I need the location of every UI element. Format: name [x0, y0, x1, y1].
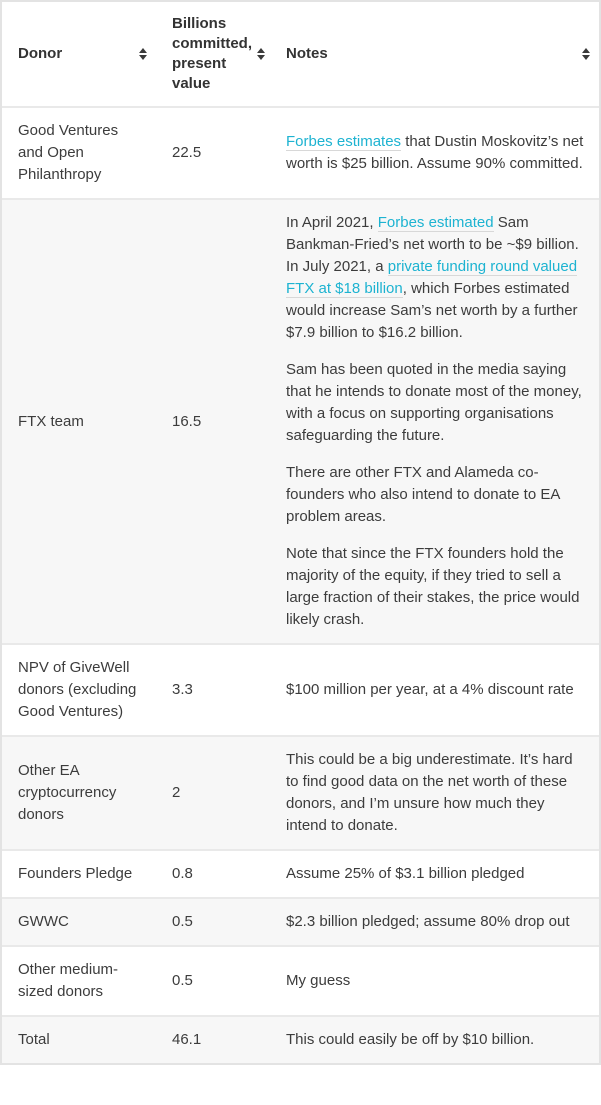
value-cell: 0.5	[172, 972, 193, 989]
donors-table	[2, 2, 599, 1063]
donor-cell: Other EA cryptocurrency donors	[18, 762, 117, 823]
donor-cell: FTX team	[18, 412, 84, 430]
note-text: that Dustin Moskovitz’s net worth is $25 billion. Assume 90% committed.	[286, 133, 584, 172]
column-label-notes: Notes	[286, 45, 328, 62]
note-text: $2.3 billion pledged; assume 80% drop out	[286, 913, 570, 930]
notes-cell	[270, 898, 599, 946]
note-text: Assume 25% of $3.1 billion pledged	[286, 865, 525, 882]
note-text: , which Forbes estimated would increase Sam’s net worth by a further $7.9 billion to $16.2 billion.	[286, 280, 578, 341]
table-row-ftx-team	[2, 199, 599, 644]
note-text: $100 million per year, at a 4% discount rate	[286, 681, 574, 698]
note-text: Note that since the FTX founders hold the majority of the equity, if they tried to sell a large fraction of their stakes, the price would likely crash.	[286, 545, 580, 628]
note-text: This could be a big underestimate. It’s hard to find good data on the net worth of these donors, and I’m unsure how much they intend to donate.	[286, 751, 573, 834]
column-header-notes	[270, 2, 599, 107]
value-cell: 0.8	[172, 865, 193, 882]
value-cell: 3.3	[172, 681, 193, 698]
note-paragraph	[286, 749, 584, 837]
note-paragraph	[286, 1029, 584, 1051]
note-text: In April 2021,	[286, 214, 378, 231]
table-header	[2, 2, 599, 107]
value-cell: 46.1	[172, 1031, 202, 1048]
donor-cell: NPV of GiveWell donors (excluding Good Ventures)	[18, 659, 137, 720]
donor-cell: Other medium-sized donors	[18, 961, 119, 1000]
note-text: This could easily be off by $10 billion.	[286, 1031, 535, 1048]
value-cell: 0.5	[172, 913, 193, 930]
table-row-npv-givewell	[2, 644, 599, 736]
table-row-gwwc	[2, 898, 599, 946]
table-row-total	[2, 1016, 599, 1063]
note-link[interactable]: private funding round valued FTX at $18 billion	[286, 258, 578, 297]
column-header-billions-committed	[156, 2, 270, 107]
note-text: In July 2021, a	[286, 258, 388, 275]
note-paragraph	[286, 212, 584, 256]
column-label-billions-committed: Billions committed, present value	[172, 15, 253, 92]
note-paragraph	[286, 911, 584, 933]
note-text: Sam has been quoted in the media saying that he intends to donate most of the money, with a focus on supporting organisations safeguarding the future.	[286, 361, 582, 444]
note-paragraph	[286, 131, 584, 175]
table-row-good-ventures	[2, 107, 599, 199]
donor-cell: GWWC	[18, 913, 69, 930]
donor-cell: Founders Pledge	[18, 865, 133, 882]
notes-cell	[270, 644, 599, 736]
table-row-founders-pledge	[2, 850, 599, 898]
value-cell: 22.5	[172, 144, 202, 161]
note-link[interactable]: Forbes estimates	[286, 133, 402, 150]
note-paragraph	[286, 543, 584, 631]
sort-arrows-icon[interactable]	[581, 47, 591, 61]
note-paragraph	[286, 359, 584, 447]
column-header-donor	[2, 2, 156, 107]
column-label-donor: Donor	[18, 45, 63, 62]
notes-cell	[270, 199, 599, 644]
notes-cell	[270, 736, 599, 850]
sort-arrows-icon[interactable]	[138, 47, 148, 61]
note-paragraph	[286, 863, 584, 885]
value-cell: 2	[172, 784, 181, 801]
note-text: My guess	[286, 972, 351, 989]
donor-cell: Total	[18, 1031, 50, 1048]
note-paragraph	[286, 462, 584, 528]
note-link[interactable]: Forbes estimated	[377, 214, 494, 231]
note-paragraph	[286, 679, 584, 701]
sort-arrows-icon[interactable]	[256, 47, 266, 61]
note-text: There are other FTX and Alameda co-founders who also intend to donate to EA problem areas.	[286, 464, 560, 525]
value-cell: 16.5	[172, 412, 202, 430]
notes-cell	[270, 1016, 599, 1063]
notes-cell	[270, 107, 599, 199]
note-text: Sam Bankman-Fried’s net worth to be ~$9 billion.	[286, 214, 579, 253]
header-row	[2, 2, 599, 107]
table-body	[2, 107, 599, 1063]
table-row-other-ea-crypto	[2, 736, 599, 850]
notes-cell	[270, 946, 599, 1016]
notes-cell	[270, 850, 599, 898]
donor-cell: Good Ventures and Open Philanthropy	[18, 122, 119, 183]
note-paragraph	[286, 256, 584, 344]
note-paragraph	[286, 970, 584, 992]
table-row-other-medium-donors	[2, 946, 599, 1016]
